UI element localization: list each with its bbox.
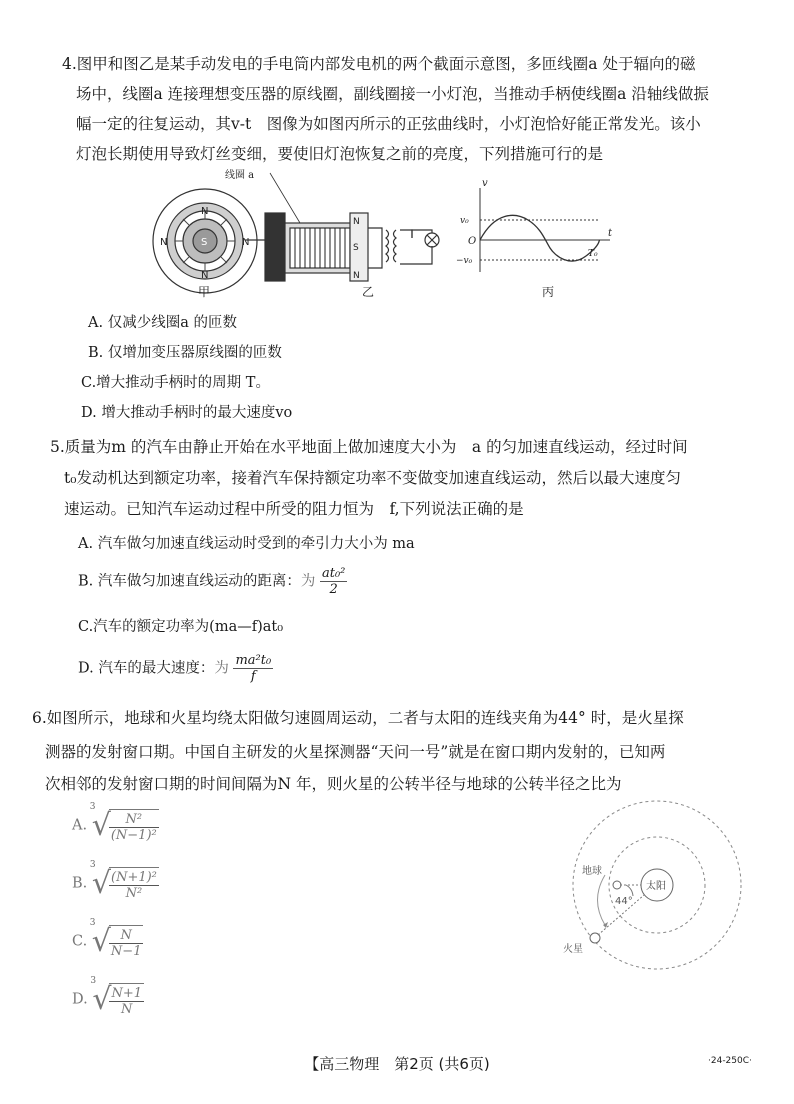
- yi-n-top: N: [353, 217, 360, 227]
- q5-line-3: 速运动。已知汽车运动过程中所受的阻力恒为 f,下列说法正确的是: [64, 500, 524, 518]
- q4-option-b: B. 仅增加变压器原线圈的匝数: [88, 345, 282, 361]
- q6-option-d: D. 3 √ $\frac{N+1}{N}$: [72, 976, 142, 1017]
- q5-option-d-wei: 为: [214, 660, 229, 677]
- q4-option-a: A. 仅减少线圈a 的匝数: [88, 315, 237, 331]
- jia-n-left: N: [160, 237, 168, 248]
- mars-label: 火星: [563, 944, 583, 955]
- jia-n-bottom: N: [201, 270, 209, 281]
- q5-option-b-wei: 为: [300, 573, 316, 590]
- q5-option-b-text: B. 汽车做匀加速直线运动的距离：: [78, 573, 301, 590]
- earth-label: 地球: [582, 866, 602, 877]
- axis-origin-label: O: [468, 236, 477, 247]
- q4-option-c: C.增大推动手柄时的周期 T。: [81, 375, 270, 391]
- q5-option-c: C.汽车的额定功率为(ma—f)at₀: [78, 619, 284, 635]
- q5-option-a: A. 汽车做匀加速直线运动时受到的牵引力大小为 ma: [78, 536, 415, 552]
- jia-s-center: S: [201, 237, 208, 248]
- angle-label: 44°: [615, 896, 633, 907]
- q4-line-4: 灯泡长期使用导致灯丝变细，要使旧灯泡恢复之前的亮度，下列措施可行的是: [76, 145, 604, 163]
- q5-option-b: [78, 566, 347, 597]
- axis-t0-label: T₀: [588, 249, 598, 259]
- yi-n-bottom: N: [353, 271, 360, 281]
- jia-n-right: N: [242, 237, 250, 248]
- q4-line-2: 场中，线圈a 连接理想变压器的原线圈，副线圈接一小灯泡，当推动手柄使线圈a 沿轴线做振: [76, 85, 709, 103]
- axis-v0-label: v₀: [460, 216, 469, 226]
- q4-option-d: D. 增大推动手柄时的最大速度vo: [81, 405, 293, 421]
- q6-option-b: B. 3 √ $\frac{\text{(N+1)²}}{\text{N²}}$: [72, 860, 157, 901]
- q4-line-1: 4.图甲和图乙是某手动发电的手电筒内部发电机的两个截面示意图，多匝线圈a 处于辐向的磁: [62, 55, 696, 73]
- q5-option-b-fraction: $\frac{\text{at₀²}}{2}$: [321, 566, 346, 597]
- axis-t-label: t: [608, 228, 613, 239]
- q5-option-d-fraction: $\frac{\text{ma²t₀}}{f}$: [235, 653, 272, 684]
- page-footer: 【高三物理 第2页 (共6页): [304, 1055, 490, 1073]
- axis-neg-v0-label: −v₀: [456, 256, 473, 266]
- figure-bing-vt-graph: [480, 188, 610, 272]
- q5-option-d-text: D. 汽车的最大速度：: [78, 660, 215, 677]
- q4-figures: [150, 168, 620, 306]
- q5-line-1: 5.质量为m 的汽车由静止开始在水平地面上做加速度大小为 a 的匀加速直线运动，经过时间: [50, 438, 688, 456]
- caption-bing: 丙: [542, 285, 555, 299]
- earth-marker: [613, 881, 621, 889]
- q6-option-c: C. 3 √ $\frac{N}{N-1}$: [72, 918, 142, 959]
- q6-orbit-figure: [560, 800, 755, 980]
- coil-a-label: 线圈 a: [225, 170, 255, 181]
- axis-v-label: v: [482, 178, 488, 189]
- q6-line-3: 次相邻的发射窗口期的时间间隔为N 年，则火星的公转半径与地球的公转半径之比为: [45, 775, 622, 793]
- sun-label: 太阳: [646, 881, 666, 892]
- q6-option-a: A. 3 √ $\frac{\text{N²}}{\text{(N−1)²}}$: [72, 802, 157, 843]
- q4-line-3: 幅一定的往复运动，其v-t 图像为如图丙所示的正弦曲线时，小灯泡恰好能正常发光。该小: [76, 115, 701, 133]
- q5-option-d: [78, 653, 273, 684]
- q6-line-1: 6.如图所示，地球和火星均绕太阳做匀速圆周运动，二者与太阳的连线夹角为44° 时，是火星探: [32, 709, 684, 727]
- caption-jia: 甲: [198, 285, 211, 299]
- yi-s-middle: S: [353, 243, 359, 253]
- jia-n-top: N: [201, 206, 209, 217]
- exam-code: ·24-250C·: [708, 1056, 752, 1066]
- figure-yi-generator: [245, 173, 439, 281]
- q6-line-2: 测器的发射窗口期。中国自主研发的火星探测器“天问一号”就是在窗口期内发射的，已知两: [45, 743, 666, 761]
- q5-line-2: t₀发动机达到额定功率，接着汽车保持额定功率不变做变加速直线运动，然后以最大速度匀: [64, 469, 681, 487]
- caption-yi: 乙: [362, 285, 375, 299]
